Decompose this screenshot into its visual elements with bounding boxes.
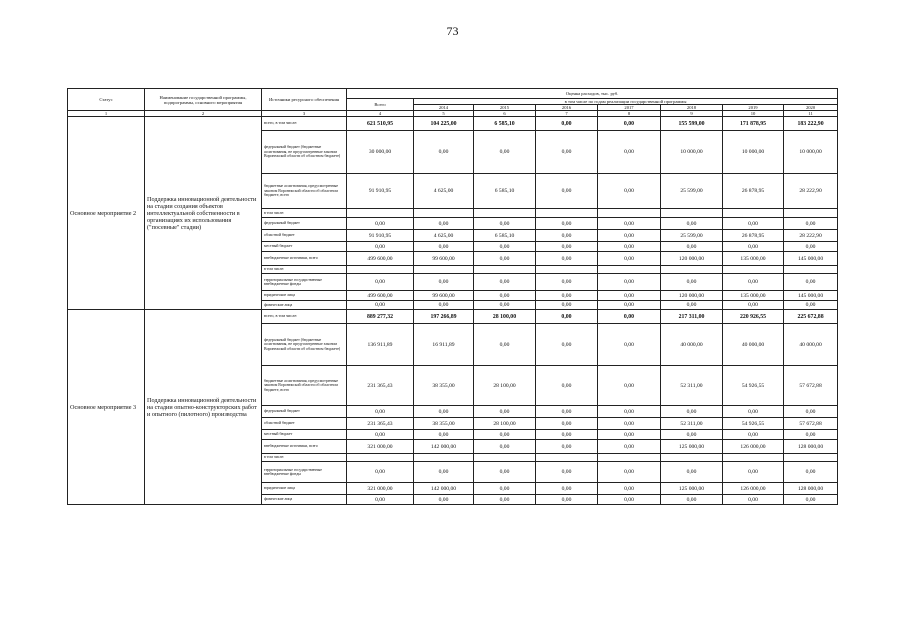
funding-source: местный бюджет	[262, 430, 347, 440]
amount-year: 6 585,10	[474, 117, 536, 131]
amount-year: 0,00	[598, 117, 661, 131]
amount-year: 25 599,00	[661, 230, 723, 242]
amount-year: 28 100,00	[474, 366, 536, 406]
funding-source: в том числе:	[262, 209, 347, 218]
column-number: 8	[598, 111, 661, 117]
amount-year: 0,00	[536, 117, 598, 131]
amount-year: 4 625,00	[414, 174, 474, 209]
header-year: 2018	[661, 105, 723, 111]
funding-source: бюджетные ассигнования, предусмотренные законом Воронежской области об областном бюджете, всего	[262, 174, 347, 209]
amount-year: 135 000,00	[723, 252, 784, 266]
funding-source: юридические лица	[262, 291, 347, 301]
amount-total: 889 277,32	[347, 310, 414, 324]
amount-year: 0,00	[723, 462, 784, 483]
amount-year: 0,00	[536, 418, 598, 430]
amount-year: 225 672,88	[784, 310, 838, 324]
amount-year	[474, 209, 536, 218]
amount-year: 0,00	[598, 174, 661, 209]
amount-year: 0,00	[536, 430, 598, 440]
column-number: 2	[145, 111, 262, 117]
funding-source: всего, в том числе:	[262, 117, 347, 131]
amount-year: 0,00	[536, 274, 598, 291]
block-status: Основное мероприятие 3	[68, 310, 145, 505]
page-number: 73	[446, 24, 459, 38]
funding-source: местный бюджет	[262, 242, 347, 252]
amount-year	[598, 209, 661, 218]
budget-table	[67, 88, 838, 505]
amount-year: 0,00	[723, 274, 784, 291]
column-number: 4	[347, 111, 414, 117]
amount-year: 125 000,00	[661, 483, 723, 495]
amount-year	[661, 454, 723, 462]
amount-year: 0,00	[474, 131, 536, 174]
amount-year: 142 000,00	[414, 483, 474, 495]
amount-year: 125 000,00	[661, 440, 723, 454]
funding-source: в том числе:	[262, 266, 347, 274]
amount-year: 0,00	[661, 218, 723, 230]
amount-year: 0,00	[474, 430, 536, 440]
amount-total: 0,00	[347, 274, 414, 291]
amount-year	[536, 209, 598, 218]
amount-year: 0,00	[784, 274, 838, 291]
amount-year: 0,00	[536, 462, 598, 483]
amount-year: 0,00	[474, 291, 536, 301]
amount-year: 0,00	[536, 131, 598, 174]
amount-total: 621 510,95	[347, 117, 414, 131]
amount-year: 126 000,00	[723, 483, 784, 495]
amount-year: 28 100,00	[474, 418, 536, 430]
amount-year: 0,00	[723, 430, 784, 440]
amount-year: 0,00	[474, 274, 536, 291]
amount-year: 0,00	[784, 218, 838, 230]
amount-year	[723, 266, 784, 274]
amount-year: 0,00	[474, 462, 536, 483]
funding-source: внебюджетные источники, всего	[262, 440, 347, 454]
amount-year	[598, 454, 661, 462]
amount-year: 0,00	[536, 301, 598, 310]
amount-year	[474, 266, 536, 274]
header-year: 2019	[723, 105, 784, 111]
amount-total: 499 600,00	[347, 252, 414, 266]
funding-source: всего, в том числе:	[262, 310, 347, 324]
amount-year: 0,00	[661, 430, 723, 440]
amount-year: 28 100,00	[474, 310, 536, 324]
amount-year: 0,00	[536, 324, 598, 366]
column-number: 7	[536, 111, 598, 117]
amount-year: 0,00	[536, 230, 598, 242]
amount-year: 0,00	[723, 242, 784, 252]
amount-year: 0,00	[536, 366, 598, 406]
amount-year: 0,00	[784, 495, 838, 505]
column-number: 6	[474, 111, 536, 117]
amount-year: 0,00	[661, 301, 723, 310]
amount-total	[347, 454, 414, 462]
block-status: Основное мероприятие 2	[68, 117, 145, 310]
funding-source: территориальные государственные внебюджетные фонды	[262, 462, 347, 483]
amount-year: 0,00	[598, 324, 661, 366]
amount-total: 231 365,43	[347, 418, 414, 430]
amount-year: 0,00	[536, 174, 598, 209]
amount-year	[723, 209, 784, 218]
funding-source: юридические лица	[262, 483, 347, 495]
amount-year: 0,00	[661, 495, 723, 505]
funding-source: физические лица	[262, 301, 347, 310]
amount-year: 0,00	[598, 418, 661, 430]
amount-year: 0,00	[723, 301, 784, 310]
amount-year: 183 222,90	[784, 117, 838, 131]
amount-total: 0,00	[347, 495, 414, 505]
amount-year: 0,00	[784, 301, 838, 310]
amount-total: 0,00	[347, 406, 414, 418]
amount-year: 52 311,00	[661, 418, 723, 430]
amount-year: 10 000,00	[723, 131, 784, 174]
amount-year: 40 000,00	[723, 324, 784, 366]
amount-year: 99 600,00	[414, 252, 474, 266]
amount-year: 0,00	[474, 242, 536, 252]
header-source: Источники ресурсного обеспечения	[262, 89, 347, 111]
funding-source: внебюджетные источники, всего	[262, 252, 347, 266]
funding-source: областной бюджет	[262, 418, 347, 430]
amount-total: 231 365,43	[347, 366, 414, 406]
amount-year: 0,00	[414, 301, 474, 310]
amount-year: 54 926,55	[723, 418, 784, 430]
amount-year: 135 000,00	[723, 291, 784, 301]
amount-year: 26 878,95	[723, 230, 784, 242]
amount-year	[784, 209, 838, 218]
funding-source: федеральный бюджет	[262, 218, 347, 230]
funding-source: областной бюджет	[262, 230, 347, 242]
amount-year: 0,00	[723, 495, 784, 505]
amount-year: 0,00	[598, 230, 661, 242]
column-number: 11	[784, 111, 838, 117]
funding-source: бюджетные ассигнования, предусмотренные законом Воронежской области об областном бюджете, всего	[262, 366, 347, 406]
amount-total: 136 911,89	[347, 324, 414, 366]
amount-year: 0,00	[598, 462, 661, 483]
amount-total: 0,00	[347, 301, 414, 310]
amount-year: 0,00	[784, 406, 838, 418]
column-number: 9	[661, 111, 723, 117]
amount-year: 0,00	[414, 406, 474, 418]
amount-year: 0,00	[598, 366, 661, 406]
amount-year: 0,00	[474, 218, 536, 230]
funding-source: федеральный бюджет (бюджетные ассигнования, не предусмотренные законом Воронежской области об областном бюджете)	[262, 131, 347, 174]
amount-year: 197 266,89	[414, 310, 474, 324]
amount-year: 0,00	[661, 242, 723, 252]
amount-year: 220 926,55	[723, 310, 784, 324]
amount-year: 145 000,00	[784, 291, 838, 301]
header-name: Наименование государственной программы, подпрограммы, основного мероприятия	[145, 89, 262, 111]
amount-year: 120 000,00	[661, 291, 723, 301]
amount-year: 0,00	[536, 218, 598, 230]
amount-year: 145 000,00	[784, 252, 838, 266]
amount-year: 52 311,00	[661, 366, 723, 406]
amount-total: 321 000,00	[347, 483, 414, 495]
amount-year: 0,00	[598, 131, 661, 174]
funding-source: федеральный бюджет (бюджетные ассигнования, не предусмотренные законом Воронежской области об областном бюджете)	[262, 324, 347, 366]
amount-year: 0,00	[598, 495, 661, 505]
funding-source: территориальные государственные внебюджетные фонды	[262, 274, 347, 291]
amount-year: 6 585,10	[474, 230, 536, 242]
amount-year: 0,00	[598, 430, 661, 440]
amount-year: 57 672,88	[784, 366, 838, 406]
amount-year	[661, 266, 723, 274]
amount-total	[347, 209, 414, 218]
header-status: Статус	[68, 89, 145, 111]
amount-year: 0,00	[661, 462, 723, 483]
amount-year	[414, 266, 474, 274]
amount-year	[536, 266, 598, 274]
amount-year: 120 000,00	[661, 252, 723, 266]
amount-year: 0,00	[598, 310, 661, 324]
table-body	[68, 117, 838, 505]
amount-year: 0,00	[414, 242, 474, 252]
amount-year	[598, 266, 661, 274]
amount-year	[661, 209, 723, 218]
amount-total: 30 000,00	[347, 131, 414, 174]
amount-total: 91 910,95	[347, 174, 414, 209]
amount-year	[723, 454, 784, 462]
header-year: 2017	[598, 105, 661, 111]
amount-year: 40 000,00	[784, 324, 838, 366]
amount-year: 28 222,90	[784, 230, 838, 242]
amount-year: 0,00	[784, 430, 838, 440]
amount-year: 0,00	[474, 301, 536, 310]
block-name: Поддержка инновационной деятельности на стадии создания объектов интеллектуальной собственности в организациях их использования ("посевные" стадии)	[145, 117, 262, 310]
amount-year: 0,00	[598, 242, 661, 252]
amount-total: 0,00	[347, 430, 414, 440]
header-year: 2016	[536, 105, 598, 111]
amount-year: 0,00	[536, 495, 598, 505]
amount-year: 126 000,00	[723, 440, 784, 454]
amount-year: 25 599,00	[661, 174, 723, 209]
amount-year	[536, 454, 598, 462]
amount-year: 0,00	[414, 274, 474, 291]
amount-year: 0,00	[723, 218, 784, 230]
header-total: Всего	[347, 99, 414, 111]
funding-source: физические лица	[262, 495, 347, 505]
amount-year: 0,00	[474, 252, 536, 266]
header-year: 2014	[414, 105, 474, 111]
amount-total: 0,00	[347, 218, 414, 230]
amount-year: 0,00	[598, 291, 661, 301]
amount-year: 0,00	[414, 430, 474, 440]
amount-year: 0,00	[661, 274, 723, 291]
amount-year: 16 911,89	[414, 324, 474, 366]
column-number: 1	[68, 111, 145, 117]
column-number: 10	[723, 111, 784, 117]
amount-year: 38 355,00	[414, 418, 474, 430]
amount-year: 0,00	[414, 495, 474, 505]
amount-year: 0,00	[598, 440, 661, 454]
amount-year: 0,00	[414, 218, 474, 230]
amount-total: 0,00	[347, 462, 414, 483]
amount-year: 0,00	[414, 462, 474, 483]
amount-year: 99 600,00	[414, 291, 474, 301]
amount-year: 10 000,00	[661, 131, 723, 174]
funding-source: федеральный бюджет	[262, 406, 347, 418]
amount-year: 0,00	[784, 462, 838, 483]
column-number: 3	[262, 111, 347, 117]
amount-year: 128 000,00	[784, 483, 838, 495]
amount-year: 38 355,00	[414, 366, 474, 406]
amount-year: 217 311,00	[661, 310, 723, 324]
amount-year: 0,00	[536, 483, 598, 495]
amount-year: 10 000,00	[784, 131, 838, 174]
amount-year	[784, 266, 838, 274]
amount-year: 0,00	[474, 495, 536, 505]
column-number: 5	[414, 111, 474, 117]
amount-year: 0,00	[474, 483, 536, 495]
amount-total: 0,00	[347, 242, 414, 252]
amount-total: 91 910,95	[347, 230, 414, 242]
amount-year: 0,00	[784, 242, 838, 252]
amount-year: 0,00	[536, 252, 598, 266]
amount-year: 0,00	[474, 440, 536, 454]
amount-year: 0,00	[474, 406, 536, 418]
amount-year: 0,00	[598, 252, 661, 266]
header-by-years: в том числе по годам реализации государственной программы	[414, 99, 838, 105]
amount-year: 54 926,55	[723, 366, 784, 406]
amount-year: 6 585,10	[474, 174, 536, 209]
amount-year: 0,00	[536, 440, 598, 454]
amount-year: 0,00	[414, 131, 474, 174]
amount-total: 321 000,00	[347, 440, 414, 454]
block-name: Поддержка инновационной деятельности на стадии опытно-конструкторских работ и опытного (пилотного) производства	[145, 310, 262, 505]
header-year: 2020	[784, 105, 838, 111]
amount-total: 499 600,00	[347, 291, 414, 301]
amount-year: 0,00	[723, 406, 784, 418]
amount-year: 0,00	[536, 310, 598, 324]
amount-year: 0,00	[598, 406, 661, 418]
amount-year: 0,00	[661, 406, 723, 418]
amount-year: 0,00	[598, 483, 661, 495]
amount-total	[347, 266, 414, 274]
amount-year	[474, 454, 536, 462]
amount-year: 28 222,90	[784, 174, 838, 209]
amount-year: 155 599,00	[661, 117, 723, 131]
amount-year: 4 625,00	[414, 230, 474, 242]
header-estimate: Оценка расходов, тыс. руб.	[347, 89, 838, 99]
amount-year: 0,00	[536, 406, 598, 418]
amount-year	[414, 454, 474, 462]
amount-year: 104 225,00	[414, 117, 474, 131]
amount-year	[414, 209, 474, 218]
amount-year: 26 878,95	[723, 174, 784, 209]
amount-year: 0,00	[536, 242, 598, 252]
amount-year: 0,00	[598, 274, 661, 291]
table-row	[68, 117, 838, 131]
amount-year: 57 672,88	[784, 418, 838, 430]
amount-year: 128 000,00	[784, 440, 838, 454]
header-year: 2015	[474, 105, 536, 111]
amount-year: 171 878,95	[723, 117, 784, 131]
amount-year: 0,00	[474, 324, 536, 366]
funding-source: в том числе:	[262, 454, 347, 462]
amount-year: 0,00	[536, 291, 598, 301]
amount-year: 142 000,00	[414, 440, 474, 454]
amount-year: 40 000,00	[661, 324, 723, 366]
table-row	[68, 310, 838, 324]
amount-year	[784, 454, 838, 462]
amount-year: 0,00	[598, 218, 661, 230]
amount-year: 0,00	[598, 301, 661, 310]
